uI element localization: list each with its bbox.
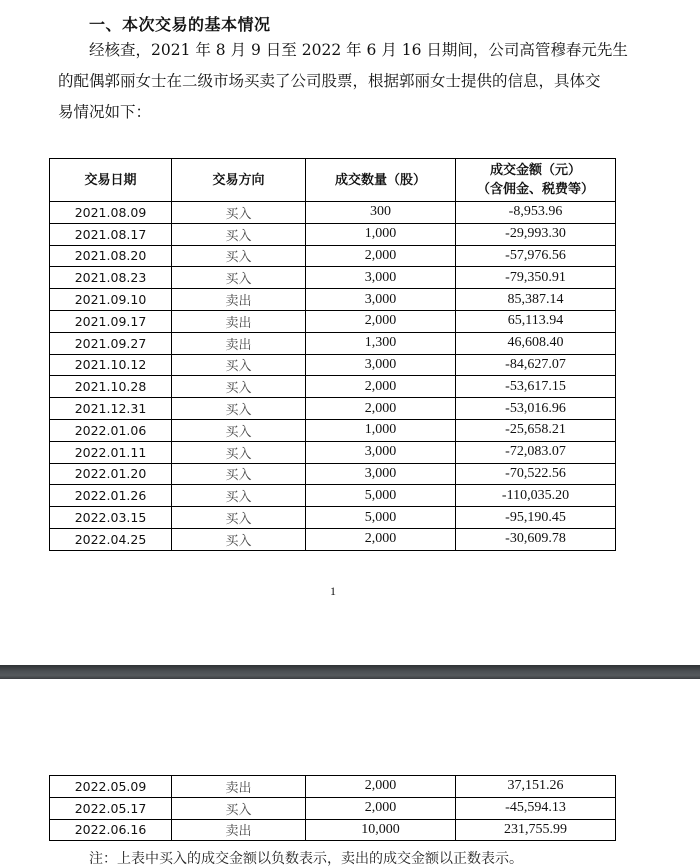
table-row xyxy=(50,507,616,529)
cell-direction: 买入 xyxy=(172,528,306,550)
cell-date: 2021.08.23 xyxy=(50,267,172,289)
cell-amount: -72,083.07 xyxy=(456,441,616,463)
cell-date: 2022.01.06 xyxy=(50,419,172,441)
header-amount xyxy=(456,159,616,202)
cell-date: 2022.01.26 xyxy=(50,485,172,507)
cell-quantity: 2,000 xyxy=(306,376,456,398)
table-row xyxy=(50,202,616,224)
table-body-page2 xyxy=(50,776,616,841)
cell-direction: 买入 xyxy=(172,223,306,245)
table-row xyxy=(50,376,616,398)
table-row xyxy=(50,332,616,354)
cell-direction: 卖出 xyxy=(172,310,306,332)
cell-amount: -57,976.56 xyxy=(456,245,616,267)
cell-direction: 买入 xyxy=(172,398,306,420)
cell-direction: 买入 xyxy=(172,441,306,463)
cell-quantity: 2,000 xyxy=(306,797,456,819)
cell-date: 2022.05.09 xyxy=(50,776,172,798)
cell-direction: 卖出 xyxy=(172,776,306,798)
cell-direction: 卖出 xyxy=(172,332,306,354)
cell-date: 2022.01.20 xyxy=(50,463,172,485)
table-row xyxy=(50,463,616,485)
cell-amount: -110,035.20 xyxy=(456,485,616,507)
cell-quantity: 2,000 xyxy=(306,310,456,332)
header-direction: 交易方向 xyxy=(172,159,306,202)
cell-direction: 买入 xyxy=(172,202,306,224)
section-heading: 一、本次交易的基本情况 xyxy=(89,15,271,34)
cell-quantity: 2,000 xyxy=(306,776,456,798)
cell-quantity: 5,000 xyxy=(306,485,456,507)
cell-direction: 买入 xyxy=(172,354,306,376)
table-row xyxy=(50,354,616,376)
cell-date: 2021.10.28 xyxy=(50,376,172,398)
table-row xyxy=(50,819,616,841)
cell-date: 2022.06.16 xyxy=(50,819,172,841)
cell-quantity: 2,000 xyxy=(306,528,456,550)
cell-amount: -8,953.96 xyxy=(456,202,616,224)
table-note: 注：上表中买入的成交金额以负数表示，卖出的成交金额以正数表示。 xyxy=(89,851,523,867)
table-header-row xyxy=(50,159,616,202)
cell-amount: -70,522.56 xyxy=(456,463,616,485)
cell-direction: 卖出 xyxy=(172,289,306,311)
table-row xyxy=(50,528,616,550)
cell-direction: 买入 xyxy=(172,419,306,441)
table-row xyxy=(50,289,616,311)
header-quantity: 成交数量（股） xyxy=(306,159,456,202)
cell-direction: 卖出 xyxy=(172,819,306,841)
table-row xyxy=(50,485,616,507)
table-row xyxy=(50,267,616,289)
page-number: 1 xyxy=(330,584,336,598)
transactions-table-continued xyxy=(49,775,616,841)
cell-quantity: 2,000 xyxy=(306,245,456,267)
cell-quantity: 3,000 xyxy=(306,463,456,485)
table-row xyxy=(50,441,616,463)
cell-date: 2021.08.09 xyxy=(50,202,172,224)
table-row xyxy=(50,223,616,245)
cell-direction: 买入 xyxy=(172,267,306,289)
cell-date: 2022.04.25 xyxy=(50,528,172,550)
cell-date: 2021.12.31 xyxy=(50,398,172,420)
cell-amount: 231,755.99 xyxy=(456,819,616,841)
cell-amount: 65,113.94 xyxy=(456,310,616,332)
cell-date: 2021.10.12 xyxy=(50,354,172,376)
page-separator xyxy=(0,665,700,679)
cell-quantity: 1,300 xyxy=(306,332,456,354)
table-row xyxy=(50,398,616,420)
cell-amount: -53,617.15 xyxy=(456,376,616,398)
cell-amount: -84,627.07 xyxy=(456,354,616,376)
cell-direction: 买入 xyxy=(172,507,306,529)
cell-date: 2021.09.27 xyxy=(50,332,172,354)
cell-date: 2021.09.10 xyxy=(50,289,172,311)
cell-quantity: 5,000 xyxy=(306,507,456,529)
cell-quantity: 3,000 xyxy=(306,267,456,289)
header-amount-line1: 成交金额（元） xyxy=(489,163,581,178)
cell-amount: -25,658.21 xyxy=(456,419,616,441)
cell-date: 2022.03.15 xyxy=(50,507,172,529)
transactions-table xyxy=(49,158,616,551)
cell-amount: -79,350.91 xyxy=(456,267,616,289)
table-row xyxy=(50,797,616,819)
cell-quantity: 2,000 xyxy=(306,398,456,420)
cell-amount: 37,151.26 xyxy=(456,776,616,798)
cell-date: 2022.05.17 xyxy=(50,797,172,819)
header-amount-line2: （含佣金、税费等） xyxy=(476,182,594,197)
intro-line: 的配偶郭丽女士在二级市场买卖了公司股票，根据郭丽女士提供的信息，具体交 xyxy=(58,72,601,90)
cell-direction: 买入 xyxy=(172,463,306,485)
table-body-page1 xyxy=(50,202,616,551)
intro-line: 经核查，2021 年 8 月 9 日至 2022 年 6 月 16 日期间，公司高管穆春元先生 xyxy=(89,41,628,59)
cell-direction: 买入 xyxy=(172,376,306,398)
cell-amount: -95,190.45 xyxy=(456,507,616,529)
cell-quantity: 3,000 xyxy=(306,441,456,463)
cell-direction: 买入 xyxy=(172,797,306,819)
cell-date: 2021.09.17 xyxy=(50,310,172,332)
cell-date: 2021.08.17 xyxy=(50,223,172,245)
cell-date: 2021.08.20 xyxy=(50,245,172,267)
table-row xyxy=(50,776,616,798)
cell-direction: 买入 xyxy=(172,485,306,507)
cell-quantity: 1,000 xyxy=(306,223,456,245)
table-row xyxy=(50,419,616,441)
cell-amount: -29,993.30 xyxy=(456,223,616,245)
table-row xyxy=(50,310,616,332)
intro-line: 易情况如下： xyxy=(58,103,152,121)
cell-date: 2022.01.11 xyxy=(50,441,172,463)
cell-quantity: 3,000 xyxy=(306,289,456,311)
table-row xyxy=(50,245,616,267)
cell-quantity: 300 xyxy=(306,202,456,224)
cell-quantity: 1,000 xyxy=(306,419,456,441)
cell-quantity: 3,000 xyxy=(306,354,456,376)
cell-amount: -30,609.78 xyxy=(456,528,616,550)
intro-paragraph xyxy=(58,35,638,128)
header-date: 交易日期 xyxy=(50,159,172,202)
cell-direction: 买入 xyxy=(172,245,306,267)
cell-amount: -45,594.13 xyxy=(456,797,616,819)
cell-amount: -53,016.96 xyxy=(456,398,616,420)
cell-amount: 46,608.40 xyxy=(456,332,616,354)
cell-quantity: 10,000 xyxy=(306,819,456,841)
cell-amount: 85,387.14 xyxy=(456,289,616,311)
